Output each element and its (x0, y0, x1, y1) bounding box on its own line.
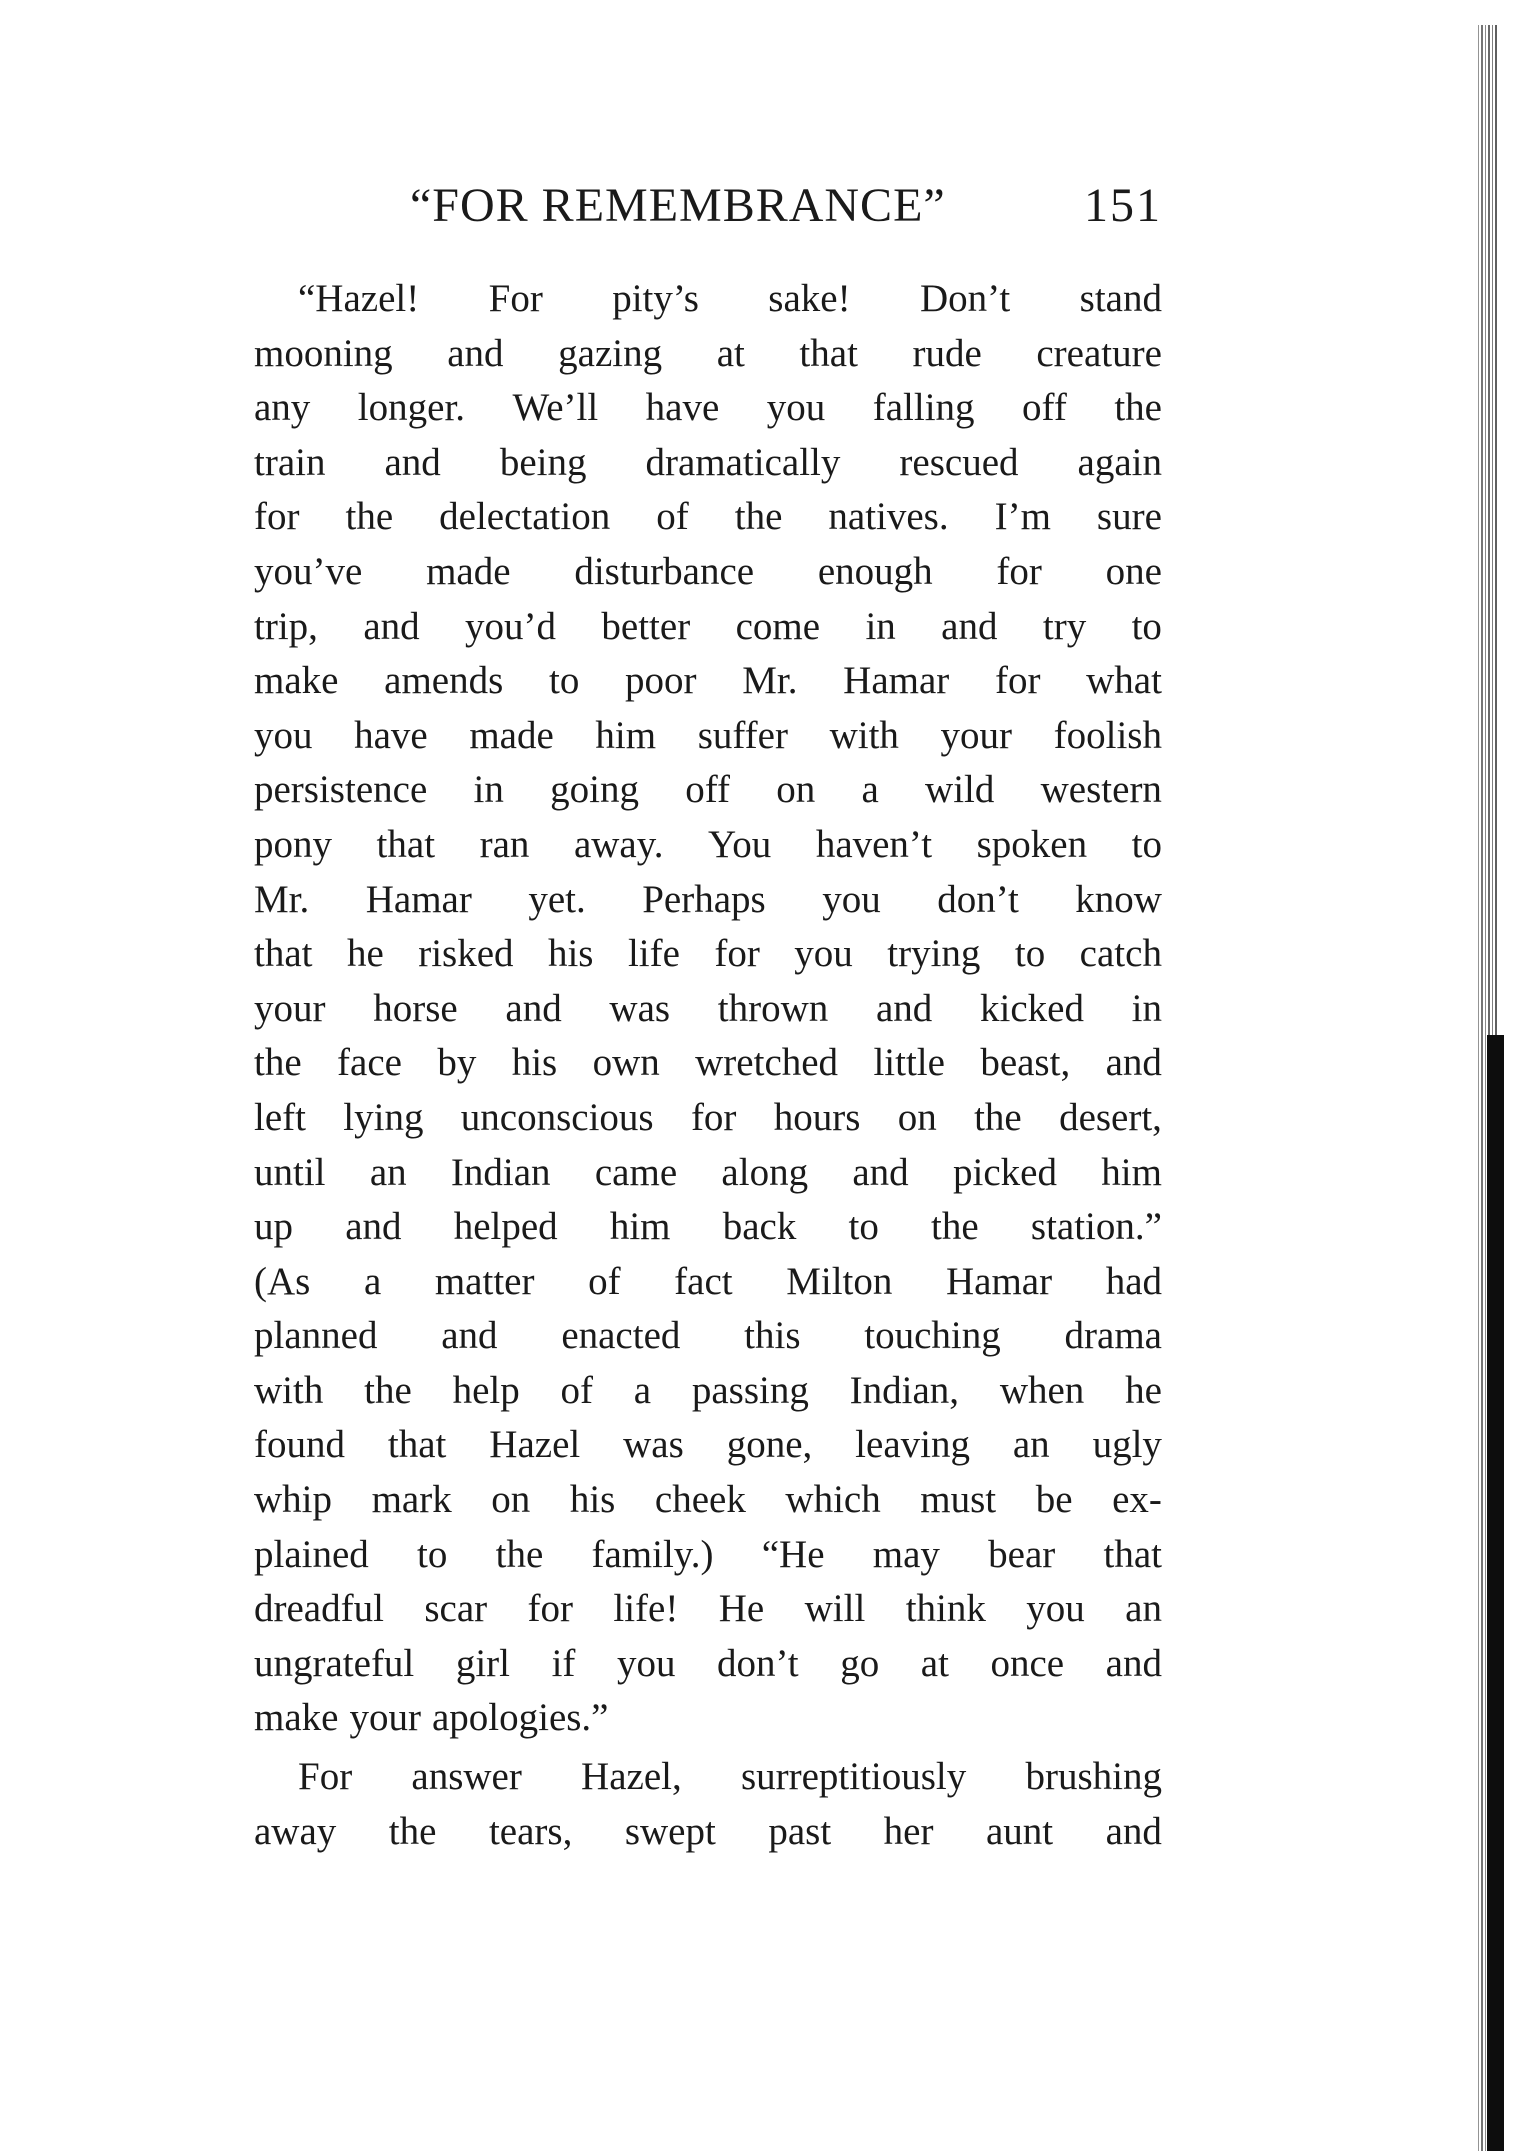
text-line: found that Hazel was gone, leaving an ugly (254, 1423, 1162, 1467)
text-line: pony that ran away. You haven’t spoken to (254, 822, 1162, 866)
text-line: that he risked his life for you trying to catch (254, 932, 1162, 976)
text-line: you’ve made disturbance enough for one (254, 549, 1162, 593)
text-line: with the help of a passing Indian, when he (254, 1368, 1162, 1412)
paragraph (254, 1750, 1162, 1859)
gutter-line (1481, 25, 1483, 2151)
text-line: For answer Hazel, surreptitiously brushing (298, 1755, 1162, 1799)
text-line: train and being dramatically rescued again (254, 440, 1162, 484)
text-line: trip, and you’d better come in and try to (254, 604, 1162, 648)
text-line: until an Indian came along and picked him (254, 1150, 1162, 1194)
text-line: whip mark on his cheek which must be ex- (254, 1478, 1162, 1522)
text-line: (As a matter of fact Milton Hamar had (254, 1259, 1162, 1303)
text-line: make your apologies.” (254, 1696, 609, 1740)
text-line: plained to the family.) “He may bear that (254, 1532, 1162, 1576)
text-line: up and helped him back to the station.” (254, 1205, 1162, 1249)
binding-gutter (1478, 25, 1508, 2151)
text-line: mooning and gazing at that rude creature (254, 331, 1162, 375)
text-line: the face by his own wretched little beast, and (254, 1041, 1162, 1085)
text-line: for the delectation of the natives. I’m sure (254, 495, 1162, 539)
text-line: your horse and was thrown and kicked in (254, 986, 1162, 1030)
text-line: planned and enacted this touching drama (254, 1314, 1162, 1358)
text-line: persistence in going off on a wild western (254, 768, 1162, 812)
text-line: dreadful scar for life! He will think you an (254, 1587, 1162, 1631)
text-line: left lying unconscious for hours on the desert, (254, 1095, 1162, 1139)
text-line: “Hazel! For pity’s sake! Don’t stand (298, 277, 1162, 320)
paragraph (254, 272, 1162, 1746)
text-line: you have made him suffer with your foolish (254, 713, 1162, 757)
running-header (410, 178, 1162, 238)
page-number: 151 (1084, 179, 1162, 232)
gutter-line (1478, 25, 1479, 2151)
gutter-line (1485, 25, 1486, 2151)
text-line: make amends to poor Mr. Hamar for what (254, 659, 1162, 703)
body-text (254, 272, 1162, 1859)
text-line: any longer. We’ll have you falling off the (254, 386, 1162, 430)
running-title: “FOR REMEMBRANCE” (410, 179, 946, 232)
gutter-shadow (1487, 1035, 1504, 2151)
text-line: ungrateful girl if you don’t go at once and (254, 1641, 1162, 1685)
text-line: away the tears, swept past her aunt and (254, 1809, 1162, 1853)
text-line: Mr. Hamar yet. Perhaps you don’t know (254, 877, 1162, 921)
